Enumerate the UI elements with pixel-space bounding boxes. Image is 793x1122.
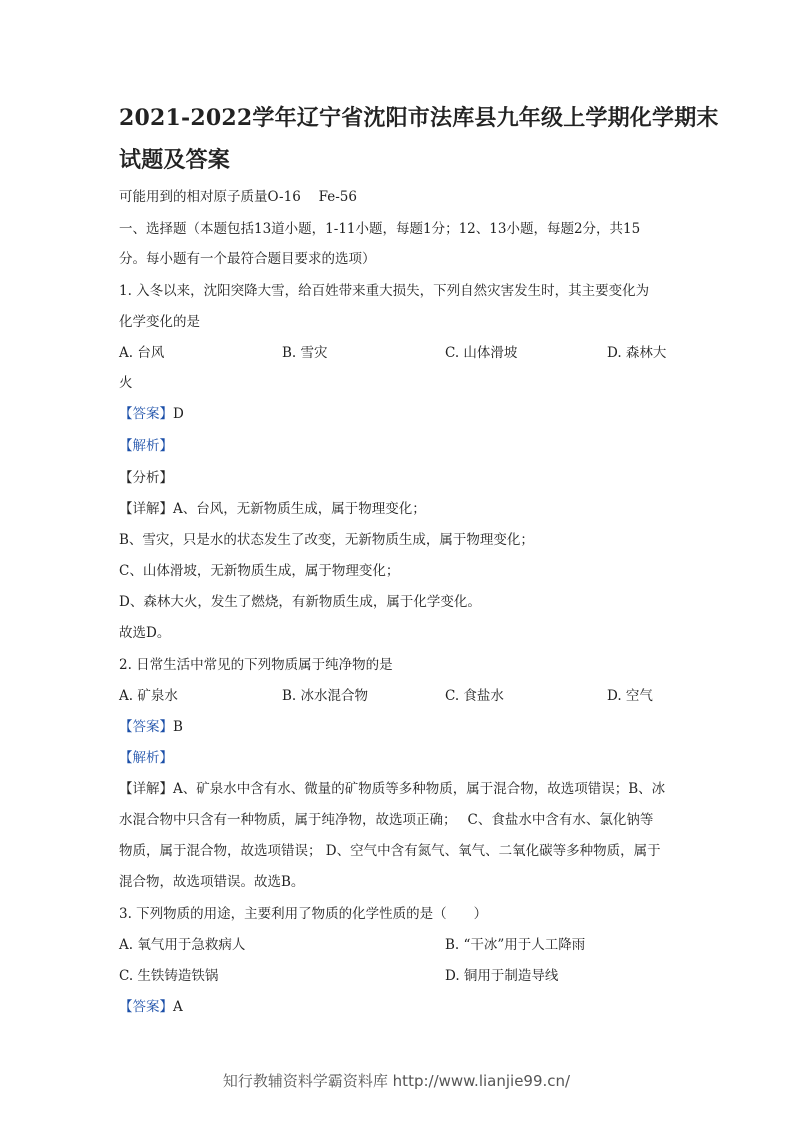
q3-answer	[119, 998, 183, 1016]
document-title-line2: 试题及答案	[119, 147, 231, 173]
q3-option-c: C. 生铁铸造铁锅	[119, 968, 219, 984]
explain-tag: 【解析】	[119, 750, 173, 766]
document-title-line1: 2021-2022学年辽宁省沈阳市法库县九年级上学期化学期末	[119, 105, 719, 131]
q2-detail-line4: 混合物，故选项错误。故选B。	[119, 874, 305, 890]
q1-option-b: B. 雪灾	[282, 345, 328, 361]
section-heading-line1: 一、选择题（本题包括13道小题，1-11小题，每题1分；12、13小题，每题2分，共15	[119, 221, 641, 237]
answer-tag: 【答案】	[119, 999, 173, 1015]
q1-option-d: D. 森林大	[607, 345, 667, 361]
q2-explain-tag	[119, 749, 173, 767]
q2-answer	[119, 718, 183, 736]
q2-detail-line3: 物质，属于混合物，故选项错误； D、空气中含有氮气、氧气、二氧化碳等多种物质，属于	[119, 843, 661, 859]
answer-tag: 【答案】	[119, 719, 173, 735]
q1-answer-value: D	[173, 406, 184, 422]
q1-answer	[119, 405, 184, 423]
q1-detail-line3: C、山体滑坡，无新物质生成，属于物理变化；	[119, 563, 400, 579]
q2-option-a: A. 矿泉水	[119, 688, 178, 704]
q1-stem-line1: 1. 入冬以来，沈阳突降大雪，给百姓带来重大损失，下列自然灾害发生时，其主要变化为	[119, 283, 650, 299]
q2-answer-value: B	[173, 719, 183, 735]
q1-explain-tag	[119, 437, 173, 455]
q2-option-d: D. 空气	[607, 688, 653, 704]
explain-tag: 【解析】	[119, 438, 173, 454]
q3-option-b: B. “干冰”用于人工降雨	[445, 937, 586, 953]
section-heading-line2: 分。每小题有一个最符合题目要求的选项）	[119, 251, 376, 267]
q1-option-c: C. 山体滑坡	[445, 345, 518, 361]
q1-option-a: A. 台风	[119, 345, 165, 361]
q3-option-d: D. 铜用于制造导线	[445, 968, 559, 984]
footer-watermark: 知行教辅资料学霸资料库 http://www.lianjie99.cn/	[222, 1072, 571, 1090]
q1-analysis-tag: 【分析】	[119, 470, 173, 486]
q2-detail-line1	[119, 780, 665, 798]
q1-detail-line4: D、森林大火，发生了燃烧，有新物质生成，属于化学变化。	[119, 594, 481, 610]
q3-answer-value: A	[173, 999, 183, 1015]
detail-tag: 【详解】	[119, 781, 173, 797]
q1-detail-line2: B、雪灾，只是水的状态发生了改变，无新物质生成，属于物理变化；	[119, 532, 534, 548]
q3-option-a: A. 氧气用于急救病人	[119, 937, 246, 953]
q3-stem: 3. 下列物质的用途，主要利用了物质的化学性质的是（ ）	[119, 906, 488, 922]
detail-tag: 【详解】	[119, 501, 173, 517]
q1-conclusion: 故选D。	[119, 625, 171, 641]
q1-option-d-wrap: 火	[119, 375, 133, 391]
atomic-mass-note: 可能用到的相对原子质量O-16 Fe-56	[119, 189, 357, 205]
q2-detail-text1: A、矿泉水中含有水、微量的矿物质等多种物质，属于混合物，故选项错误；B、冰	[173, 781, 666, 797]
answer-tag: 【答案】	[119, 406, 173, 422]
q1-detail-line1	[119, 500, 426, 518]
q2-detail-line2: 水混合物中只含有一种物质，属于纯净物，故选项正确； C、食盐水中含有水、氯化钠等	[119, 812, 654, 828]
q1-detail-text1: A、台风，无新物质生成，属于物理变化；	[173, 501, 426, 517]
q2-stem: 2. 日常生活中常见的下列物质属于纯净物的是	[119, 657, 393, 673]
q2-option-b: B. 冰水混合物	[282, 688, 369, 704]
q1-stem-line2: 化学变化的是	[119, 314, 200, 330]
q2-option-c: C. 食盐水	[445, 688, 504, 704]
